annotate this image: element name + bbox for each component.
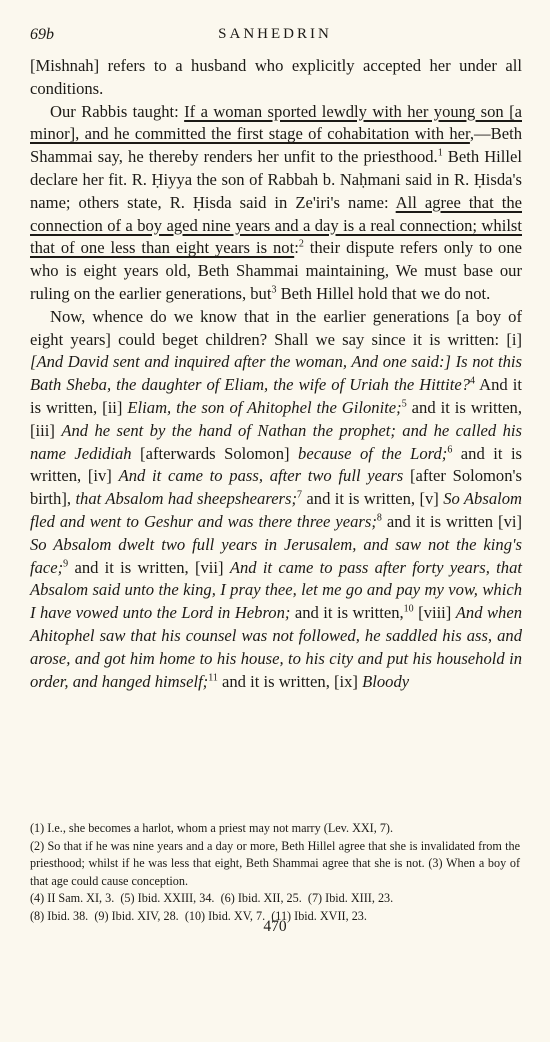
text-span: their dispute refers only to one who is eight years old, Beth Shammai maintaining, We must base our ruling on the earlier generations, but (30, 238, 522, 303)
paragraph-1: [Mishnah] refers to a husband who explicitly accepted her under all conditions. (30, 56, 522, 98)
scripture-quote: Bloody (362, 671, 410, 691)
footnote-6: (6) Ibid. XII, 25. (220, 891, 302, 906)
text-span: Beth Hillel hold that we do not. (276, 283, 491, 303)
footnote-line-4-7 (30, 890, 520, 908)
scripture-quote: because of the Lord; (298, 443, 448, 463)
text-span: And it is written, [ii] (30, 375, 522, 417)
scripture-quote: And it came to pass after forty years, that Absalom said unto the king, I pray thee, let me go and pay my vow, which I have vowed unto the Lord in Hebron; (30, 557, 522, 623)
footnote-2: (2) So that if he was nine years and a day or more, Beth Hillel agree that she is invalidated from the priesthood; whilst if he was less that eight, Beth Shammai agree that she is not. (30, 838, 520, 871)
footnote-4: (4) II Sam. XI, 3. (30, 891, 115, 906)
scripture-quote: And it came to pass, after two full years (118, 466, 404, 486)
text-span: and it is written, [v] (302, 489, 444, 509)
scripture-quote: So Absalom fled and went to Geshur and was there three years; (30, 489, 523, 531)
text-span: [afterwards Solomon] (131, 443, 299, 463)
text-span: Our Rabbis taught: (50, 101, 185, 121)
footnote-10: (10) Ibid. XV, 7. (184, 908, 266, 923)
footnote-8: (8) Ibid. 38. (30, 908, 89, 923)
footnote-ref: 9 (63, 558, 69, 569)
footnotes (30, 820, 520, 926)
text-span: and it is written [vi] (381, 511, 522, 531)
text-span: Beth Hillel declare her fit. R. Ḥiyya the son of Rabbah b. Naḥmani said in R. Ḥisda's name; others state, R. Ḥisda said in Ze'iri's name: (30, 147, 522, 212)
underlined-passage: If a woman sported lewdly with her young son [a minor], and he committed the first stage of cohabitation with her (30, 101, 522, 144)
scripture-quote: So Absalom dwelt two full years in Jerusalem, and saw not the king's face; (30, 534, 522, 577)
footnote-5: (5) Ibid. XXIII, 34. (120, 891, 215, 906)
page-number: 470 (263, 918, 287, 935)
footnote-ref: 6 (447, 444, 453, 456)
footnote-ref: 11 (208, 671, 218, 683)
text-span: Now, whence do we know that in the earlier generations [a boy of eight years] could beget children? Shall we say since it is written: [i] (30, 306, 522, 349)
paragraph-3 (30, 306, 522, 694)
folio-reference: 69b (30, 26, 54, 43)
main-text (30, 55, 522, 693)
text-span: and it is written, [iv] (30, 443, 523, 486)
footnote-ref: 5 (401, 398, 407, 410)
text-span: and it is written, [iii] (30, 397, 523, 440)
running-title: SANHEDRIN (218, 26, 332, 42)
footnote-1: (1) I.e., she becomes a harlot, whom a priest may not marry (Lev. XXI, 7). (30, 821, 394, 835)
scripture-quote: And he sent by the hand of Nathan the prophet; and he called his name Jedidiah (30, 420, 523, 463)
text-span: [viii] (413, 603, 456, 623)
scripture-quote: [And David sent and inquired after the woman, And one said:] Is not this Bath Sheba, the daughter of Eliam, the wife of Uriah the Hittite? (30, 352, 522, 395)
text-span: and it is written, (290, 603, 404, 623)
footnote-2-and-3 (30, 838, 520, 891)
footnote-7: (7) Ibid. XIII, 23. (307, 891, 394, 906)
underlined-passage: All agree that the connection of a boy aged nine years and a day is a real connection; whilst that of one less than eight years is not (30, 192, 522, 258)
scripture-quote: Eliam, the son of Ahitophel the Gilonite; (127, 397, 402, 417)
footnote-ref: 7 (297, 489, 302, 501)
footnote-ref: 8 (376, 512, 382, 524)
page-header (30, 26, 520, 48)
footnote-11: (11) Ibid. XVII, 23. (271, 908, 367, 923)
footnote-ref: 1 (437, 147, 443, 159)
scripture-quote: And when Ahitophel saw that his counsel was not followed, he saddled his ass, and arose, and got him home to his house, to his city and put his household in order, and hanged himself; (30, 603, 522, 691)
paragraph-2 (30, 101, 522, 306)
text-span: and it is written, [vii] (68, 557, 230, 577)
text-span: and it is written, [ix] (217, 671, 363, 691)
footnote-ref: 4 (470, 375, 475, 387)
footnote-ref: 10 (403, 603, 414, 615)
footnote-ref: 3 (271, 284, 277, 296)
footnote-9: (9) Ibid. XIV, 28. (94, 908, 179, 923)
text-span: : (294, 238, 299, 258)
footnote-ref: 2 (298, 238, 304, 250)
text-span: [after Solomon's birth], (30, 466, 522, 509)
text-span: ,—Beth Shammai say, he thereby renders her unfit to the priesthood. (30, 124, 522, 167)
scripture-quote: that Absalom had sheepshearers; (75, 489, 297, 509)
footnote-3: (3) When a boy of that age could cause conception. (30, 856, 521, 888)
